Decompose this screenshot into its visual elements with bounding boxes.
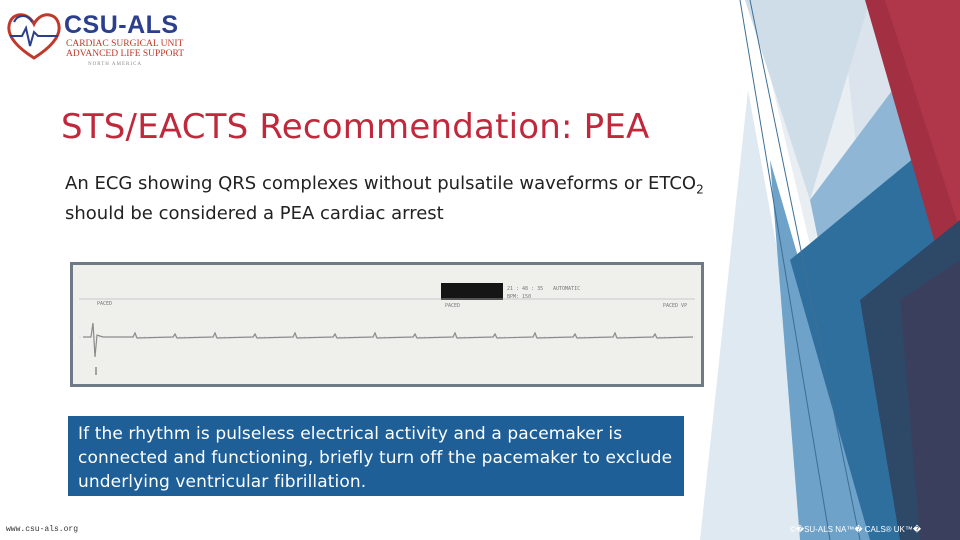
ecg-label-left: PACED — [97, 301, 113, 307]
ecg-strip-image — [70, 262, 704, 387]
logo-line-3: NORTH AMERICA — [88, 62, 142, 67]
pacemaker-note: If the rhythm is pulseless electrical activity and a pacemaker is connected and functioning, briefly turn off the pacemaker to exclude underlying ventricular fibrillation. — [68, 416, 684, 496]
heart-logo-icon — [4, 8, 64, 64]
ecg-header-mode: AUTOMATIC — [553, 286, 581, 292]
body-text-suffix: should be considered a PEA cardiac arrest — [65, 202, 444, 224]
footer-website-link[interactable]: www.csu-als.org — [6, 525, 79, 534]
redacted-block — [441, 283, 503, 300]
logo-name: CSU-ALS — [64, 11, 179, 39]
body-text — [65, 172, 725, 226]
logo-line-2: ADVANCED LIFE SUPPORT — [66, 49, 185, 59]
logo-line-1: CARDIAC SURGICAL UNIT — [66, 39, 184, 49]
ecg-label-mid: PACED — [445, 303, 461, 309]
slide-title: STS/EACTS Recommendation: PEA — [61, 107, 650, 147]
body-text-prefix: An ECG showing QRS complexes without pulsatile waveforms or ETCO — [65, 173, 697, 194]
body-text-subscript: 2 — [696, 182, 704, 197]
ecg-label-right: PACED VP — [663, 303, 688, 309]
footer-copyright: ©�SU-ALS NA™� CALS® UK™� — [790, 525, 922, 534]
ecg-header-time: 21 : 48 : 35 — [507, 286, 544, 292]
csu-als-logo — [4, 8, 185, 67]
ecg-header-bpm: BPM: 150 — [507, 294, 532, 300]
